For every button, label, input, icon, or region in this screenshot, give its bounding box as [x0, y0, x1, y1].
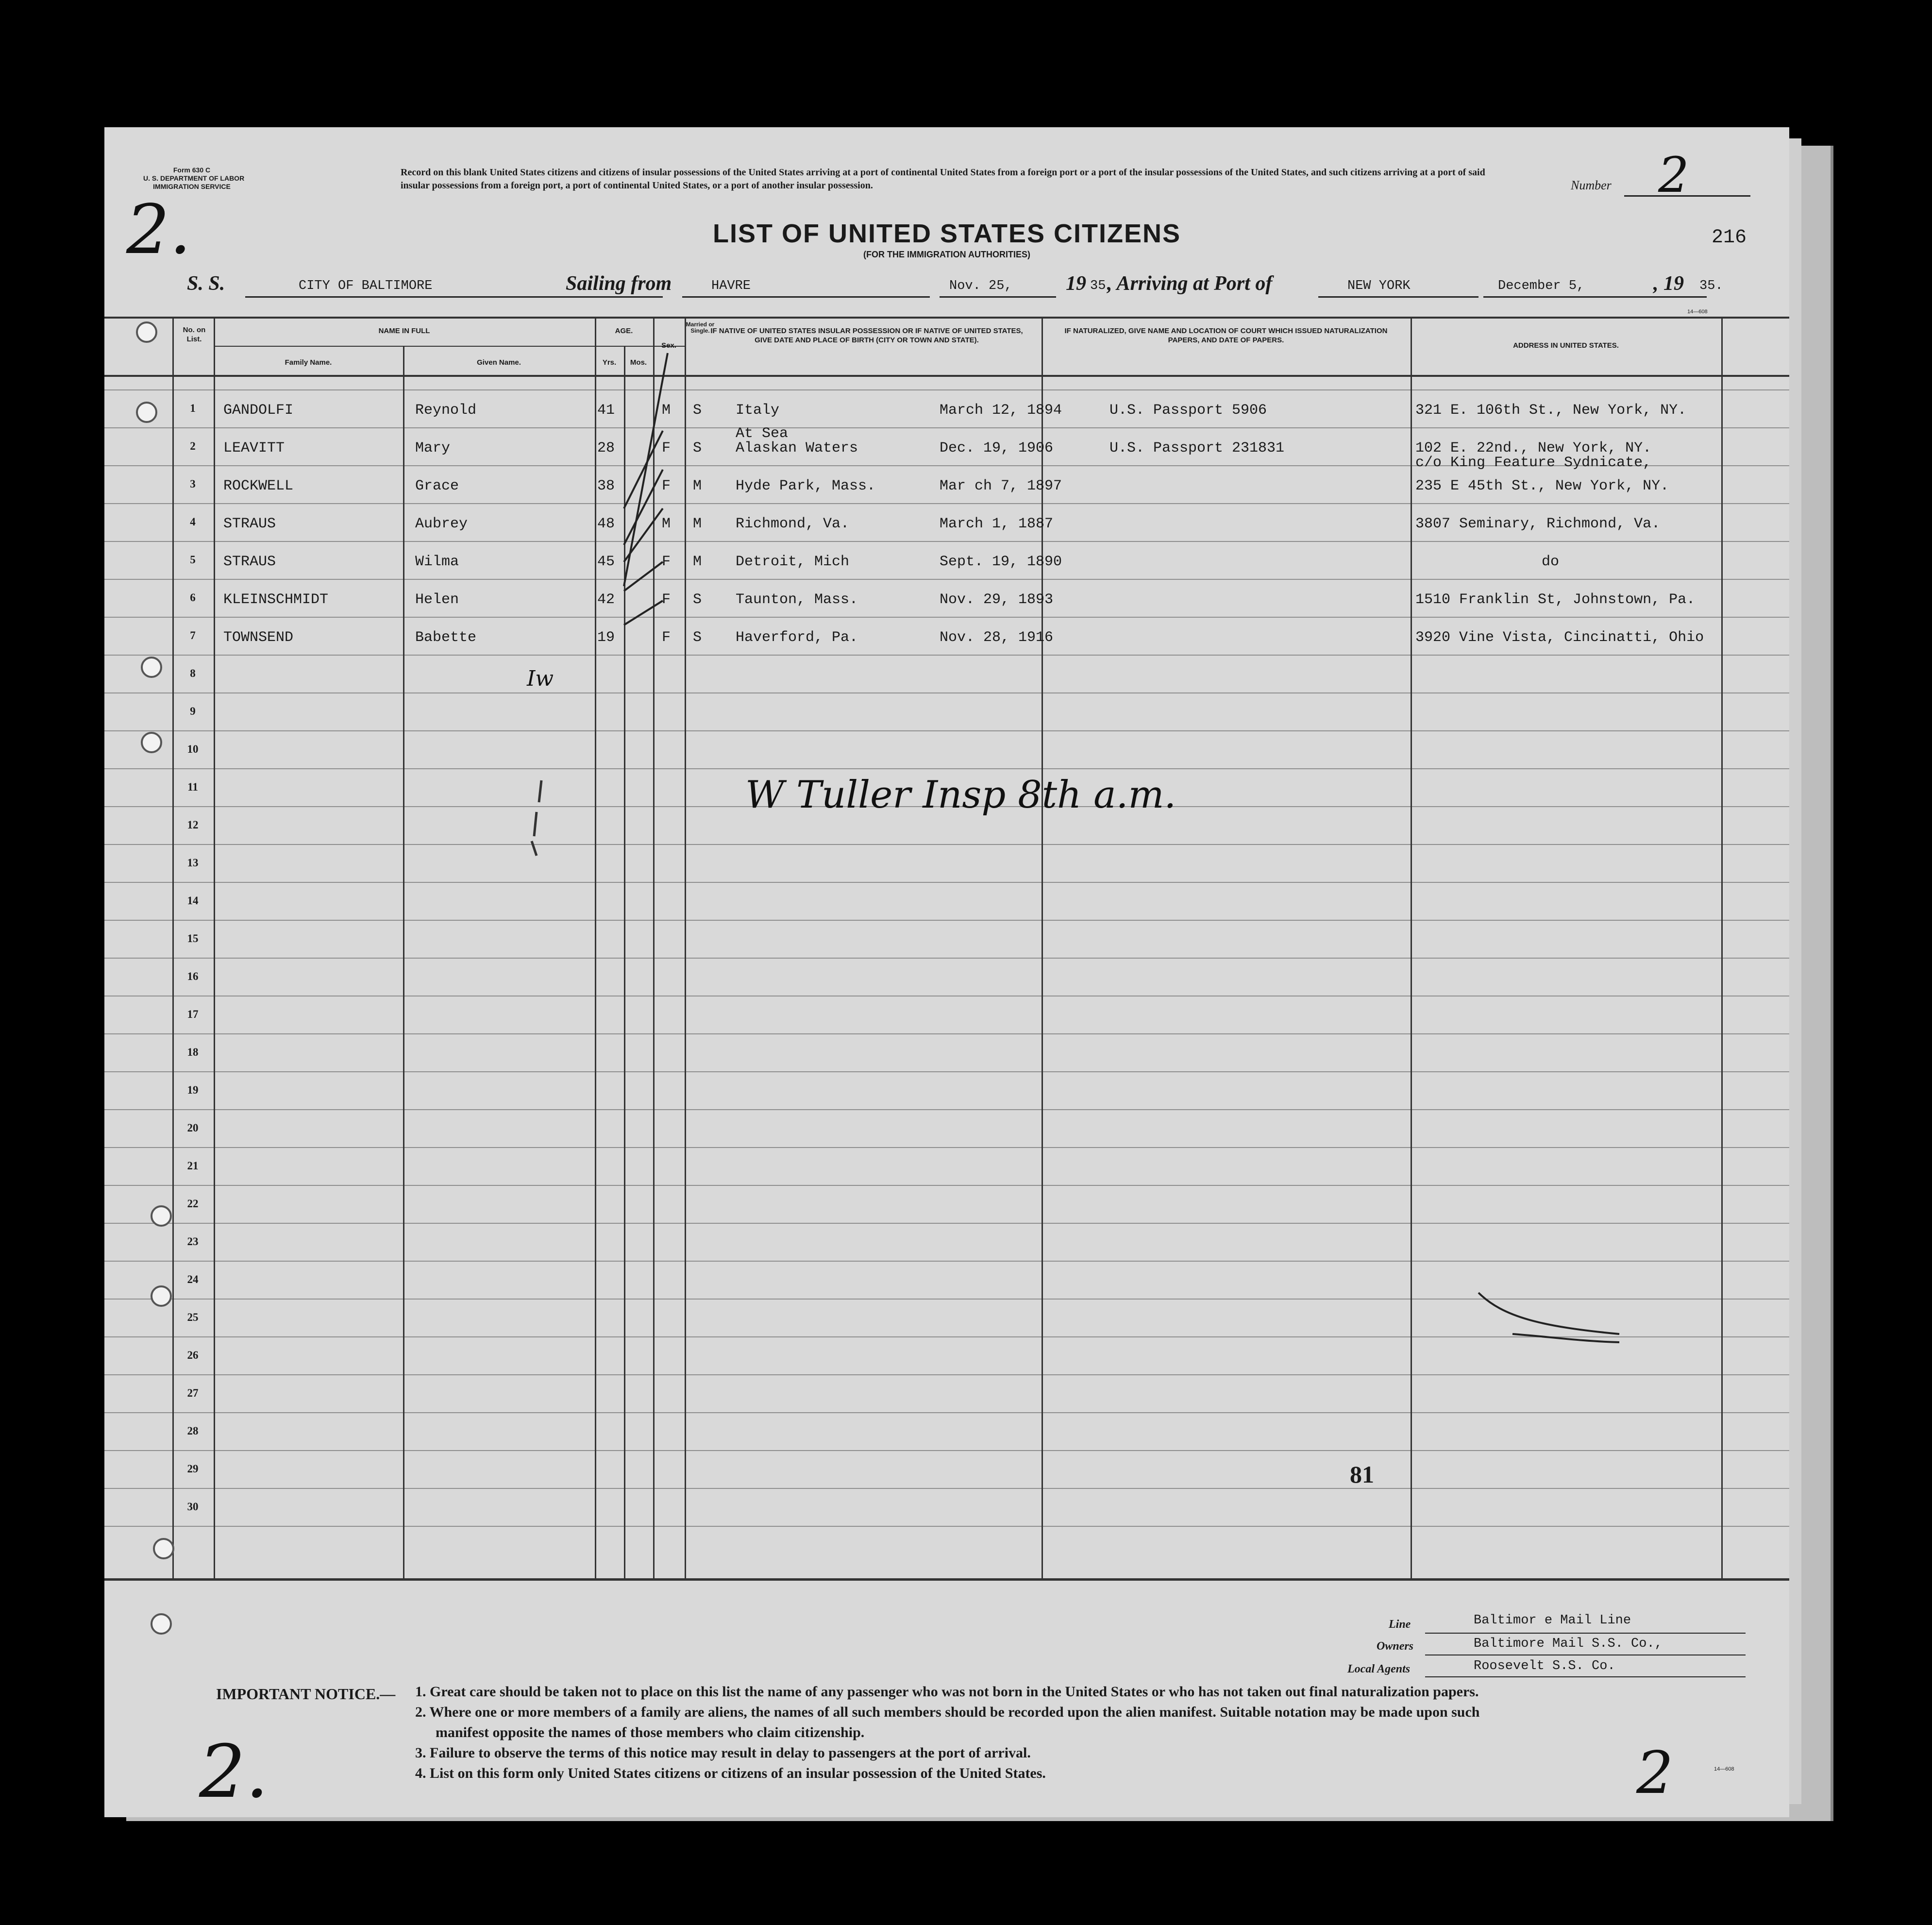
row-number: 17: [187, 1008, 199, 1020]
age-cell: 38: [597, 478, 615, 494]
owners-label: Owners: [1377, 1640, 1414, 1653]
married-cell: M: [693, 554, 702, 570]
col-divider: [1411, 317, 1412, 1578]
row-rule: [104, 1374, 1789, 1375]
header-married: Married or Single.: [686, 321, 715, 334]
port-from: HAVRE: [711, 279, 751, 293]
birth-place-cell: At Sea: [736, 425, 789, 442]
address-cell-line2: c/o King Feature Sydnicate,: [1415, 455, 1652, 471]
sailing-label: Sailing from: [566, 272, 672, 295]
married-cell: S: [693, 591, 702, 608]
manifest-sheet: [104, 127, 1789, 1817]
row-number: 8: [190, 667, 196, 679]
agents-label: Local Agents: [1347, 1663, 1411, 1675]
pen-stroke: [1474, 1288, 1629, 1351]
row-number: 23: [187, 1235, 199, 1248]
arrival-underline: [1483, 296, 1707, 298]
arrival-date: December 5,: [1498, 279, 1585, 293]
printer-note: 14—608: [1687, 309, 1708, 315]
ship-name: CITY OF BALTIMORE: [299, 279, 433, 293]
row-rule: [104, 1147, 1789, 1148]
binder-hole: [136, 402, 157, 423]
row-number: 6: [190, 591, 196, 604]
agents-underline: [1425, 1676, 1746, 1677]
address-cell: 3807 Seminary, Richmond, Va.: [1415, 516, 1661, 532]
birth-place-cell: Richmond, Va.: [736, 516, 850, 532]
given-name-cell: Wilma: [415, 554, 459, 570]
agents-value: Roosevelt S.S. Co.: [1474, 1659, 1615, 1673]
sex-cell: M: [662, 402, 671, 419]
col-divider: [214, 317, 215, 1578]
row-rule: [104, 1412, 1789, 1413]
sex-cell: F: [662, 591, 671, 608]
row-rule: [104, 1450, 1789, 1451]
line-value: Baltimor e Mail Line: [1474, 1613, 1631, 1628]
binder-hole: [141, 732, 162, 753]
row-rule: [104, 389, 1789, 390]
row-number: 3: [190, 478, 196, 490]
row-number: 19: [187, 1084, 199, 1096]
year-suffix-2: 35.: [1699, 279, 1723, 293]
sex-cell: F: [662, 629, 671, 646]
bottom-right-mark: 2: [1636, 1739, 1674, 1807]
family-name-cell: ROCKWELL: [223, 478, 294, 494]
row-number: 10: [187, 743, 199, 755]
page-subtitle: (FOR THE IMMIGRATION AUTHORITIES): [863, 250, 1030, 259]
binder-hole: [153, 1538, 174, 1559]
row-number: 21: [187, 1160, 199, 1172]
row-number: 9: [190, 705, 196, 717]
birth-place-cell: Hyde Park, Mass.: [736, 478, 876, 494]
col-divider: [1042, 317, 1043, 1578]
row-number: 11: [187, 781, 198, 793]
header-address: ADDRESS IN UNITED STATES.: [1513, 341, 1619, 350]
row-rule: [104, 541, 1789, 542]
family-name-cell: KLEINSCHMIDT: [223, 591, 329, 608]
form-id-line: Form 630 C: [173, 166, 211, 174]
row-rule: [104, 1261, 1789, 1262]
age-cell: 28: [597, 440, 615, 456]
page-number: 81: [1350, 1461, 1374, 1488]
table-top-border: [104, 317, 1789, 319]
birth-place-cell: Detroit, Mich: [736, 554, 850, 570]
birth-date-cell: Sept. 19, 1890: [940, 554, 1062, 570]
birth-date-cell: March 12, 1894: [940, 402, 1062, 419]
row-number: 24: [187, 1273, 199, 1285]
line-underline: [1425, 1633, 1746, 1634]
inspector-note: W Tuller Insp 8th a.m.: [745, 773, 1176, 817]
birth-place-cell: Italy: [736, 402, 780, 419]
header-given-name: Given Name.: [477, 358, 521, 367]
line-label: Line: [1389, 1618, 1411, 1631]
row-number: 30: [187, 1501, 199, 1513]
naturalization-cell: U.S. Passport 231831: [1109, 440, 1285, 456]
address-cell: 321 E. 106th St., New York, NY.: [1415, 402, 1687, 419]
row-number: 26: [187, 1349, 199, 1361]
check-marks: [605, 348, 692, 649]
row-number: 18: [187, 1046, 199, 1058]
birth-place-cell: Taunton, Mass.: [736, 591, 858, 608]
year-prefix-2: , 19: [1653, 272, 1684, 295]
row-rule: [104, 768, 1789, 769]
row-number: 14: [187, 895, 199, 907]
row-number: 2: [190, 440, 196, 452]
family-name-cell: LEAVITT: [223, 440, 285, 456]
sex-cell: F: [662, 440, 671, 456]
row-rule: [104, 1488, 1789, 1489]
address-cell: do: [1542, 554, 1560, 570]
row-rule: [104, 730, 1789, 731]
page-title: LIST OF UNITED STATES CITIZENS: [713, 219, 1181, 248]
notice-1: 1. Great care should be taken not to place on this list the name of any passenger who was not born in the United States or who has not taken out final naturalization papers.: [415, 1684, 1479, 1700]
age-cell: 45: [597, 554, 615, 570]
header-mos: Mos.: [630, 358, 647, 367]
married-cell: S: [693, 402, 702, 419]
birth-date-cell: March 1, 1887: [940, 516, 1054, 532]
age-cell: 41: [597, 402, 615, 419]
owners-value: Baltimore Mail S.S. Co.,: [1474, 1637, 1663, 1651]
given-name-cell: Aubrey: [415, 516, 468, 532]
birth-date-cell: Nov. 29, 1893: [940, 591, 1054, 608]
header-no: No. on List.: [183, 326, 206, 343]
subheader-line: [214, 346, 685, 347]
form-instructions: Record on this blank United States citizens and citizens of insular possessions of the United States arriving at a port of continental United States from a foreign port or a port of the insular possessions of the United States, and such citizens arriving at a port of said insular possessions from a foreign port, a port of continental United States, or a port of another insular possession.: [401, 167, 1485, 191]
row-number: 15: [187, 932, 199, 945]
row-rule: [104, 579, 1789, 580]
row-number: 29: [187, 1463, 199, 1475]
birth-date-cell: Nov. 28, 1916: [940, 629, 1054, 646]
address-cell: 3920 Vine Vista, Cincinatti, Ohio: [1415, 629, 1704, 646]
port-to: NEW YORK: [1347, 279, 1411, 293]
notice-2: 2. Where one or more members of a family are aliens, the names of all such members should be recorded upon the alien manifest. Suitable notation may be made upon such: [415, 1704, 1480, 1720]
header-yrs: Yrs.: [602, 358, 617, 367]
form-id-line: IMMIGRATION SERVICE: [153, 183, 231, 190]
row-rule: [104, 1033, 1789, 1034]
bottom-left-mark: 2.: [199, 1730, 269, 1814]
header-birth: IF NATIVE OF UNITED STATES INSULAR POSSESSION OR IF NATIVE OF UNITED STATES, GIVE DATE AND PLACE OF BIRTH (CITY OR TOWN AND STATE).: [710, 327, 1023, 344]
family-name-cell: STRAUS: [223, 554, 276, 570]
married-cell: S: [693, 440, 702, 456]
sex-cell: F: [662, 478, 671, 494]
row-rule: [104, 655, 1789, 656]
row-rule: [104, 427, 1789, 428]
row-number: 13: [187, 857, 199, 869]
number-value: 2: [1658, 147, 1689, 203]
stamp-number: 216: [1712, 227, 1747, 249]
row-rule: [104, 1109, 1789, 1110]
col-divider: [595, 317, 596, 1578]
ss-label: S. S.: [187, 272, 225, 295]
row-number: 16: [187, 970, 199, 982]
family-name-cell: STRAUS: [223, 516, 276, 532]
header-bottom-line: [104, 375, 1789, 377]
family-name-cell: TOWNSEND: [223, 629, 294, 646]
notice-title: IMPORTANT NOTICE.—: [216, 1685, 396, 1703]
row-rule: [104, 882, 1789, 883]
row-rule: [104, 844, 1789, 845]
header-naturalized: IF NATURALIZED, GIVE NAME AND LOCATION OF COURT WHICH ISSUED NATURALIZATION PAPERS, AND DATE OF PAPERS.: [1064, 327, 1388, 344]
port-to-underline: [1318, 296, 1478, 298]
year-suffix-1: 35: [1090, 279, 1106, 293]
birth-date-cell: Dec. 19, 1906: [940, 440, 1054, 456]
binder-hole: [141, 657, 162, 678]
header-sex: Sex.: [661, 341, 676, 350]
given-name-cell: Helen: [415, 591, 459, 608]
notice-3: 3. Failure to observe the terms of this notice may result in delay to passengers at the port of arrival.: [415, 1745, 1031, 1761]
row-number: 28: [187, 1425, 199, 1437]
address-cell: 102 E. 22nd., New York, NY.: [1415, 440, 1652, 456]
given-name-cell: Grace: [415, 478, 459, 494]
row-number: 27: [187, 1387, 199, 1399]
family-name-cell: GANDOLFI: [223, 402, 294, 419]
col-divider: [172, 317, 174, 1578]
form-id-line: U. S. DEPARTMENT OF LABOR: [143, 174, 245, 182]
row-number: 1: [190, 402, 196, 414]
header-family-name: Family Name.: [285, 358, 332, 367]
corner-mark-top: 2.: [126, 190, 191, 270]
binder-hole: [151, 1613, 172, 1635]
col-divider: [403, 346, 404, 1578]
binder-hole: [151, 1205, 172, 1227]
col-divider: [1721, 317, 1723, 1578]
row-number: 5: [190, 554, 196, 566]
table-bottom-border: [104, 1578, 1789, 1581]
row-rule: [104, 1526, 1789, 1527]
row-number: 4: [190, 516, 196, 528]
age-cell: 42: [597, 591, 615, 608]
ink-mark: [517, 778, 556, 861]
binder-hole: [151, 1285, 172, 1307]
year-prefix-1: 19: [1066, 272, 1086, 295]
naturalization-cell: U.S. Passport 5906: [1109, 402, 1267, 419]
notice-4: 4. List on this form only United States citizens or citizens of an insular possession of the United States.: [415, 1765, 1046, 1781]
row-rule: [104, 1223, 1789, 1224]
given-name-cell: Mary: [415, 440, 451, 456]
row-number: 22: [187, 1198, 199, 1210]
age-cell: 48: [597, 516, 615, 532]
number-label: Number: [1571, 178, 1612, 192]
row-rule: [104, 503, 1789, 504]
row-number: 20: [187, 1122, 199, 1134]
address-cell: 235 E 45th St., New York, NY.: [1415, 478, 1669, 494]
birth-place-cell: Haverford, Pa.: [736, 629, 858, 646]
header-age: AGE.: [615, 327, 633, 335]
address-cell: 1510 Franklin St, Johnstown, Pa.: [1415, 591, 1696, 608]
row-rule: [104, 1071, 1789, 1072]
sex-cell: F: [662, 554, 671, 570]
row-rule: [104, 958, 1789, 959]
married-cell: S: [693, 629, 702, 646]
departure-underline: [940, 296, 1056, 298]
arriving-label: , Arriving at Port of: [1107, 272, 1273, 295]
row-number: 12: [187, 819, 199, 831]
given-name-cell: Babette: [415, 629, 477, 646]
port-from-underline: [682, 296, 930, 298]
sex-cell: M: [662, 516, 671, 532]
married-cell: M: [693, 516, 702, 532]
departure-date: Nov. 25,: [949, 279, 1012, 293]
ship-underline: [245, 296, 663, 298]
row-number: 7: [190, 629, 196, 642]
row-rule: [104, 920, 1789, 921]
row-rule: [104, 617, 1789, 618]
row-rule: [104, 1185, 1789, 1186]
married-cell: M: [693, 478, 702, 494]
given-name-cell: Reynold: [415, 402, 477, 419]
birth-place-cell-line2: Alaskan Waters: [736, 440, 858, 456]
notice-2-cont: manifest opposite the names of those members who claim citizenship.: [436, 1724, 865, 1740]
binder-hole: [136, 321, 157, 343]
form-id: [143, 166, 245, 191]
margin-initial: Iw: [527, 666, 554, 691]
age-cell: 19: [597, 629, 615, 646]
row-rule: [104, 692, 1789, 693]
form-code-bottom: 14—608: [1714, 1766, 1734, 1772]
header-name-in-full: NAME IN FULL: [378, 327, 430, 335]
birth-date-cell: Mar ch 7, 1897: [940, 478, 1062, 494]
row-number: 25: [187, 1311, 199, 1323]
